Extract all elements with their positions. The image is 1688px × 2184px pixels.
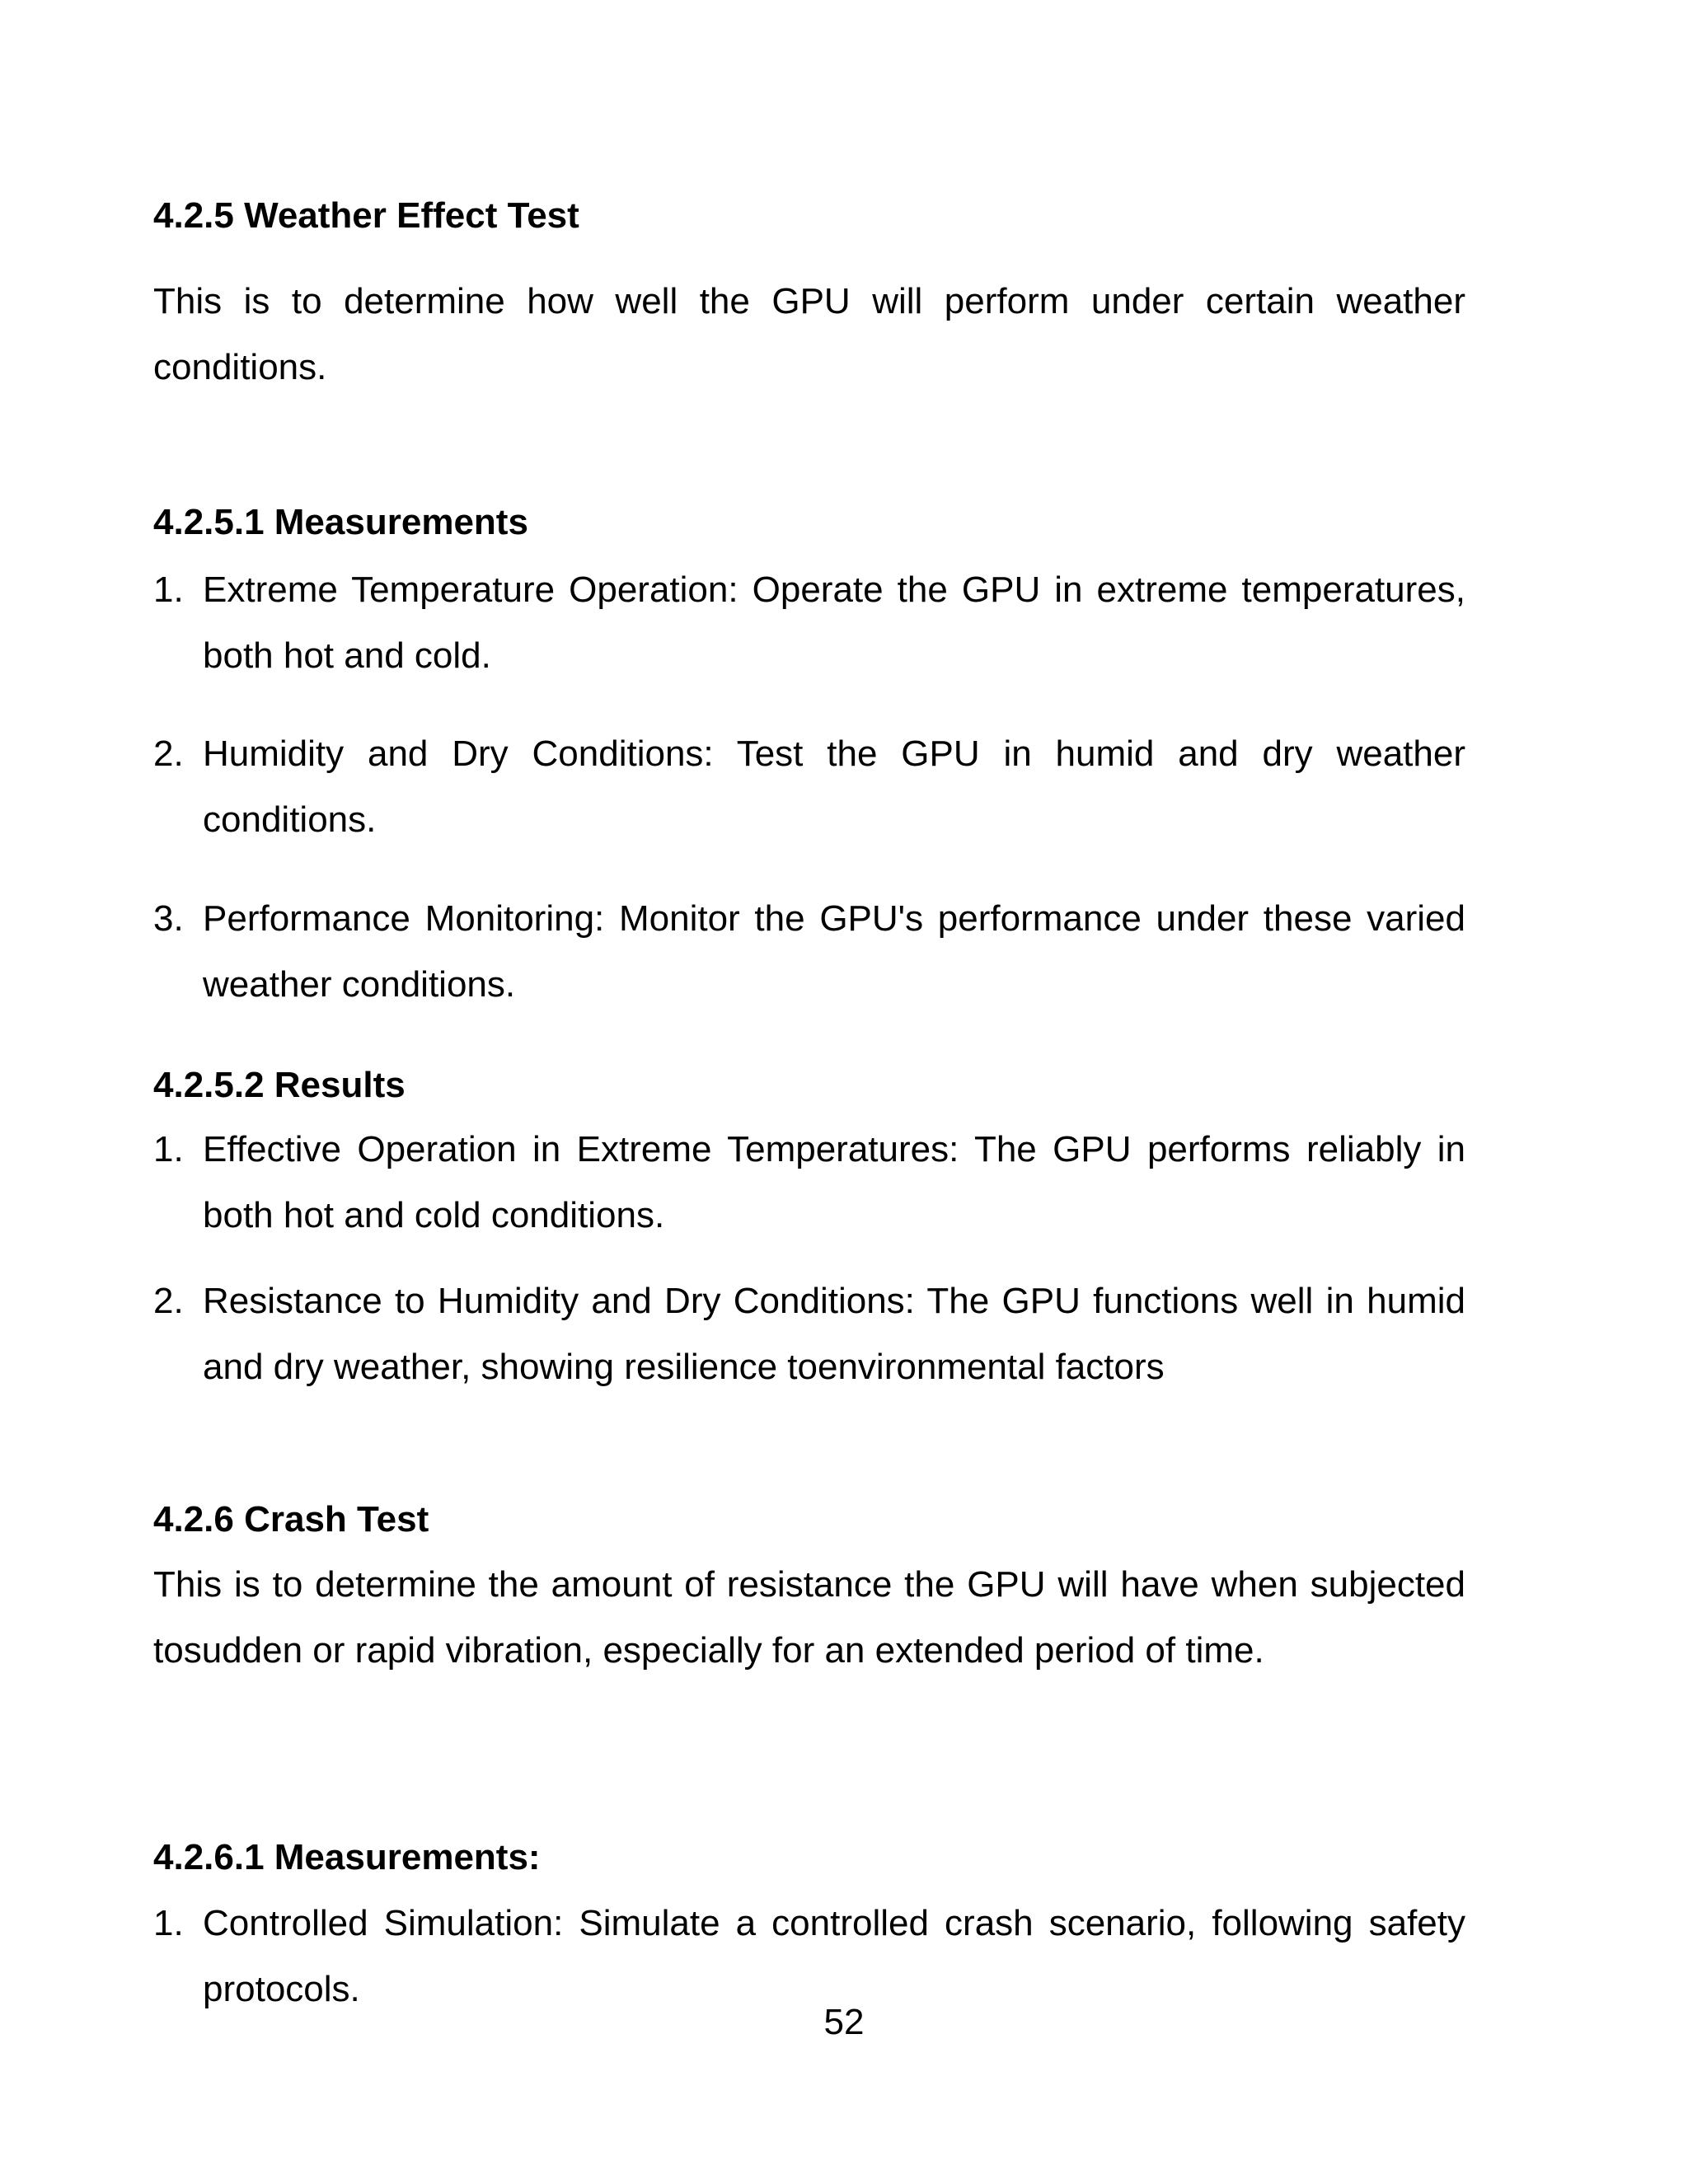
list-item-text: Extreme Temperature Operation: Operate the GPU in extreme temperatures, both hot and cold. [203,569,1465,676]
list-item-text: Humidity and Dry Conditions: Test the GPU in humid and dry weather conditions. [203,733,1465,840]
subsection-heading-weather-results: 4.2.5.2 Results [153,1065,406,1105]
list-number: 2. [153,733,184,774]
list-number: 1. [153,1129,184,1169]
list-number: 1. [153,569,184,610]
list-item-text: Controlled Simulation: Simulate a controlled crash scenario, following safety protocols. [203,1903,1465,2009]
subsection-heading-crash-measurements: 4.2.6.1 Measurements: [153,1837,541,1877]
subsection-heading-weather-measurements: 4.2.5.1 Measurements [153,502,528,542]
crash-intro-paragraph: This is to determine the amount of resistance the GPU will have when subjected tosudden or rapid vibration, especially for an extended period of time. [153,1564,1465,1671]
list-item-text: Performance Monitoring: Monitor the GPU's performance under these varied weather conditions. [203,898,1465,1005]
list-item [153,1268,1465,1400]
list-number: 2. [153,1281,184,1321]
list-number: 3. [153,898,184,939]
list-number: 1. [153,1903,184,1943]
list-item [153,886,1465,1018]
section-heading-weather-effect-test: 4.2.5 Weather Effect Test [153,195,579,236]
list-item-text: Resistance to Humidity and Dry Conditions: The GPU functions well in humid and dry weather, showing resilience toenvironmental factors [203,1281,1465,1387]
page-number: 52 [823,2002,865,2042]
list-item [153,721,1465,853]
list-item [153,557,1465,689]
list-item [153,1117,1465,1249]
weather-intro-paragraph: This is to determine how well the GPU will perform under certain weather conditions. [153,281,1465,387]
list-item-text: Effective Operation in Extreme Temperatures: The GPU performs reliably in both hot and cold conditions. [203,1129,1465,1235]
section-heading-crash-test: 4.2.6 Crash Test [153,1499,429,1540]
